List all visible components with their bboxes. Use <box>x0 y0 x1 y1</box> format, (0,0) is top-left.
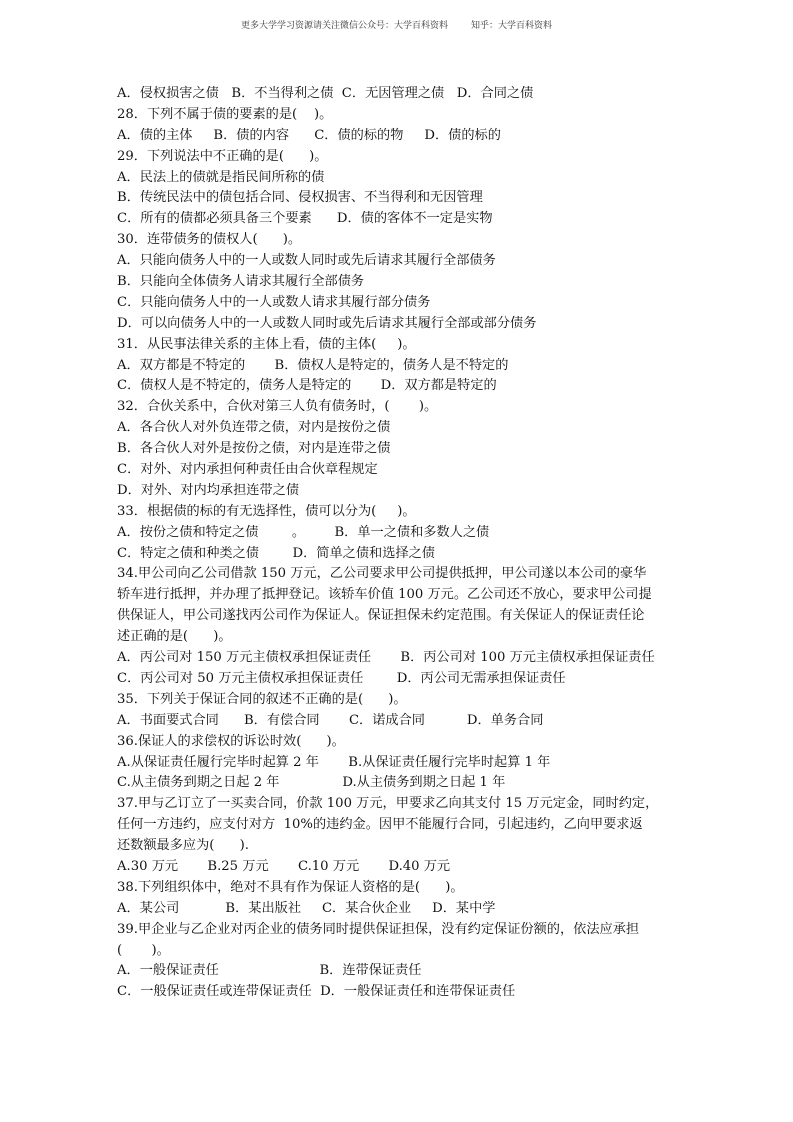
question-34-stem-line-3: 供保证人，甲公司遂找丙公司作为保证人。保证担保未约定范围。有关保证人的保证责任论 <box>117 608 645 624</box>
question-37-stem-line-1: 37.甲与乙订立了一买卖合同，价款 100 万元，甲要求乙向其支付 15 万元定金，同时约定， <box>117 796 659 812</box>
question-32-option-d: D．对外、对内均承担连带之债 <box>117 482 300 498</box>
question-30-option-a: A．只能向债务人中的一人或数人同时或先后请求其履行全部债务 <box>117 253 496 269</box>
document-body <box>117 84 683 1003</box>
question-35-options: A．书面要式合同 B．有偿合同 C．诺成合同 D．单务合同 <box>117 712 544 728</box>
question-28-options: A．债的主体 B．债的内容 C．债的标的物 D．债的标的 <box>117 127 501 143</box>
page-header <box>0 18 793 31</box>
question-34-stem-line-1: 34.甲公司向乙公司借款 150 万元，乙公司要求甲公司提供抵押，甲公司遂以本公司的豪华 <box>117 566 647 582</box>
question-36-options-ab: A.从保证责任履行完毕时起算 2 年 B.从保证责任履行完毕时起算 1 年 <box>117 754 551 770</box>
header-gap <box>448 21 471 31</box>
question-32-option-c: C．对外、对内承担何种责任由合伙章程规定 <box>117 462 378 478</box>
question-31-stem: 31．从民事法律关系的主体上看，债的主体( )。 <box>117 336 416 352</box>
question-38-stem: 38.下列组织体中，绝对不具有作为保证人资格的是( )。 <box>117 879 464 895</box>
question-29-option-a: A．民法上的债就是指民间所称的债 <box>117 169 325 185</box>
question-37-options: A.30 万元 B.25 万元 C.10 万元 D.40 万元 <box>117 858 451 874</box>
question-34-options-cd: C．丙公司对 50 万元主债权承担保证责任 D．丙公司无需承担保证责任 <box>117 670 566 686</box>
question-33-options-cd: C．特定之债和种类之债 D．简单之债和选择之债 <box>117 545 435 561</box>
question-30-option-d: D．可以向债务人中的一人或数人同时或先后请求其履行全部或部分债务 <box>117 315 537 331</box>
question-39-stem-line-2: ( )。 <box>117 942 170 958</box>
question-31-options-cd: C．债权人是不特定的，债务人是特定的 D．双方都是特定的 <box>117 378 497 394</box>
question-32-stem: 32．合伙关系中，合伙对第三人负有债务时，( )。 <box>117 399 438 415</box>
question-32-option-a: A．各合伙人对外负连带之债，对内是按份之债 <box>117 420 391 436</box>
question-39-stem-line-1: 39.甲企业与乙企业对丙企业的债务同时提供保证担保，没有约定保证份额的，依法应承担 <box>117 921 640 937</box>
question-39-options-cd: C．一般保证责任或连带保证责任 D．一般保证责任和连带保证责任 <box>117 984 516 1000</box>
question-34-stem-line-2: 轿车进行抵押，并办理了抵押登记。该轿车价值 100 万元。乙公司还不放心，要求甲公司提 <box>117 587 652 603</box>
header-zhihu-note: 知乎：大学百科资料 <box>470 21 552 31</box>
question-29-option-b: B．传统民法中的债包括合同、侵权损害、不当得利和无因管理 <box>117 190 483 206</box>
question-29-options-cd: C．所有的债都必须具备三个要素 D．债的客体不一定是实物 <box>117 211 493 227</box>
question-31-options-ab: A．双方都是不特定的 B．债权人是特定的，债务人是不特定的 <box>117 357 509 373</box>
question-34-stem-line-4: 述正确的是( )。 <box>117 629 232 645</box>
question-39-options-ab: A．一般保证责任 B．连带保证责任 <box>117 963 422 979</box>
question-36-stem: 36.保证人的求偿权的诉讼时效( )。 <box>117 733 345 749</box>
question-29-stem: 29．下列说法中不正确的是( )。 <box>117 148 328 164</box>
question-37-stem-line-2: 任何一方违约，应支付对方 10%的违约金。因甲不能履行合同，引起违约，乙向甲要求返 <box>117 817 643 833</box>
header-wechat-note: 更多大学学习资源请关注微信公众号：大学百科资料 <box>241 21 449 31</box>
question-35-stem: 35．下列关于保证合同的叙述不正确的是( )。 <box>117 691 407 707</box>
question-37-stem-line-3: 还数额最多应为( ). <box>117 838 249 854</box>
question-33-options-ab: A．按份之债和特定之债 。 B．单一之债和多数人之债 <box>117 524 490 540</box>
question-30-option-c: C．只能向债务人中的一人或数人请求其履行部分债务 <box>117 294 431 310</box>
question-30-option-b: B．只能向全体债务人请求其履行全部债务 <box>117 274 365 290</box>
question-30-stem: 30．连带债务的债权人( )。 <box>117 232 302 248</box>
question-38-options: A．某公司 B．某出版社 C．某合伙企业 D．某中学 <box>117 900 496 916</box>
question-36-options-cd: C.从主债务到期之日起 2 年 D.从主债务到期之日起 1 年 <box>117 775 506 791</box>
question-28-stem: 28．下列不属于债的要素的是( )。 <box>117 106 333 122</box>
question-34-options-ab: A．丙公司对 150 万元主债权承担保证责任 B．丙公司对 100 万元主债权承担保证责任 <box>117 650 655 666</box>
question-33-stem: 33．根据债的标的有无选择性，债可以分为( )。 <box>117 503 416 519</box>
question-27-options: A．侵权损害之债 B．不当得利之债 C．无因管理之债 D．合同之债 <box>117 86 534 101</box>
question-32-option-b: B．各合伙人对外是按份之债，对内是连带之债 <box>117 441 391 457</box>
